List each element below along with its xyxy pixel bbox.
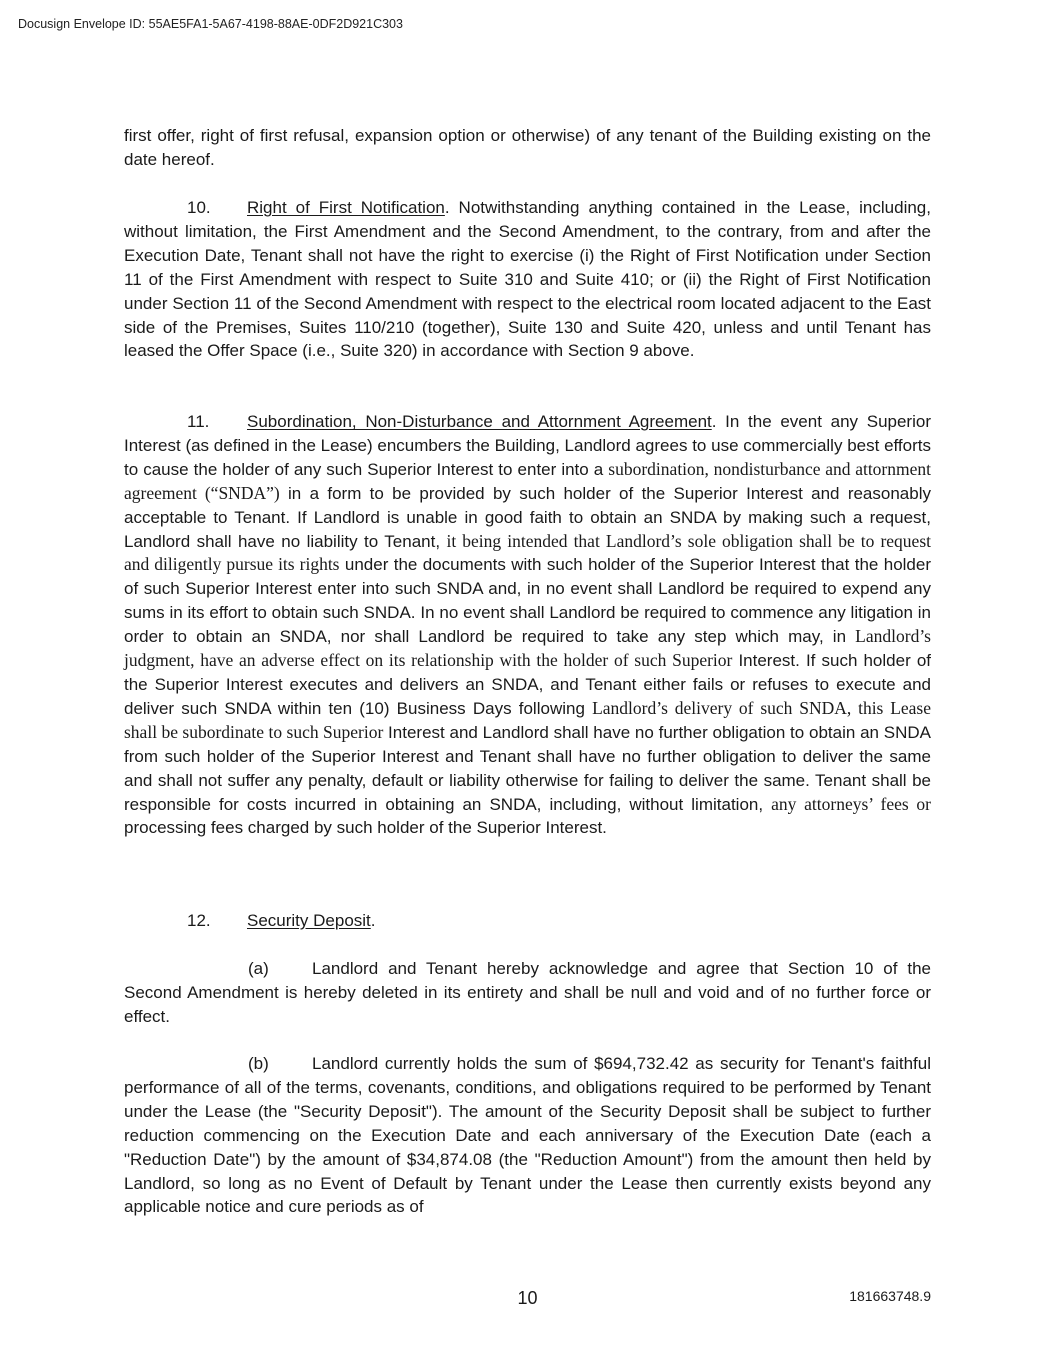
- section-11-body-5: under the documents with such holder of the Superior Interest that the holder of such Superior Interest enter into such SNDA and, in no event shall Landlord be required to expend any sums in its effort to obtain such SNDA. In no event shall Landlord be required to commence any litigation in order to obtain an SNDA, nor shall Landlord be required to take any step which may, in: [124, 555, 931, 647]
- intro-paragraph: [124, 124, 931, 172]
- section-12b-paragraph: [124, 1052, 931, 1219]
- section-12a: [124, 957, 931, 1029]
- docusign-envelope-id: Docusign Envelope ID: 55AE5FA1-5A67-4198-88AE-0DF2D921C303: [18, 17, 403, 31]
- section-12: [124, 909, 931, 933]
- section-12a-paragraph: [124, 957, 931, 1029]
- section-11-body-3: in a form to be provided by such holder of the Superior Interest and reasonably acceptable to Tenant. If Landlord is unable in good faith to obtain an SNDA by making such a request, Landlord shall have no liability to Tenant,: [124, 483, 931, 551]
- intro-text: first offer, right of first refusal, expansion option or otherwise) of any tenant of the Building existing on the date hereof.: [124, 126, 931, 169]
- section-12b-label: (b): [248, 1054, 269, 1073]
- document-number: 181663748.9: [849, 1288, 931, 1304]
- section-11-body-4: it being intended that Landlord’s sole obligation shall be to request and diligently pursue its rights: [124, 530, 932, 575]
- section-11-body-11: processing fees charged by such holder of the Superior Interest.: [124, 818, 607, 838]
- section-11-body-1: . In the event any Superior Interest (as defined in the Lease) encumbers the Building, Landlord agrees to use commercially best efforts to cause the holder of any such Superior Interest to enter into a: [124, 412, 931, 479]
- section-10-heading: Right of First Notification: [247, 198, 445, 217]
- section-11-body-8: Landlord’s delivery of such SNDA, this Lease shall be subordinate to such Superior: [124, 697, 932, 742]
- section-11-body-6: Landlord’s judgment, have an adverse effect on its relationship with the holder of such Superior: [124, 626, 931, 671]
- section-12b: [124, 1052, 931, 1219]
- section-12-heading-line: [124, 909, 931, 933]
- section-11-body-7: Interest. If such holder of the Superior Interest executes and delivers an SNDA, and Tenant either fails or refuses to execute and deliver such SNDA within ten (10) Business Days following: [124, 651, 932, 718]
- section-11: [124, 410, 931, 840]
- section-10-number: 10.: [187, 198, 211, 217]
- page-number: 10: [517, 1288, 538, 1308]
- section-10-body: . Notwithstanding anything contained in the Lease, including, without limitation, the First Amendment and the Second Amendment, to the contrary, from and after the Execution Date, Tenant shall not have the right to exercise (i) the Right of First Notification under Section 11 of the First Amendment with respect to Suite 310 and Suite 410; or (ii) the Right of First Notification under Section 11 of the Second Amendment with respect to the electrical room located adjacent to the East side of the Premises, Suites 110/210 (together), Suite 130 and Suite 420, unless and until Tenant has leased the Offer Space (i.e., Suite 320) in accordance with Section 9 above.: [124, 198, 931, 361]
- section-12-number: 12.: [187, 911, 211, 930]
- section-11-body-10: any attorneys’ fees or: [771, 793, 931, 814]
- section-11-paragraph: [124, 410, 931, 840]
- section-11-body-9: Interest and Landlord shall have no further obligation to obtain an SNDA from such holder of the Superior Interest and Tenant shall have no further obligation to deliver the same and shall not suffer any penalty, default or liability otherwise for failing to deliver the same. Tenant shall be responsible for costs incurred in obtaining an SNDA, including, without limitation,: [124, 722, 931, 814]
- section-12a-label: (a): [248, 959, 269, 978]
- section-11-number: 11.: [187, 412, 210, 431]
- section-10-paragraph: [124, 196, 931, 363]
- section-10: [124, 196, 931, 363]
- section-12-heading: Security Deposit: [247, 911, 371, 930]
- section-12a-text: Landlord and Tenant hereby acknowledge and agree that Section 10 of the Second Amendment is hereby deleted in its entirety and shall be null and void and of no further force or effect.: [124, 959, 931, 1026]
- section-11-heading: Subordination, Non-Disturbance and Attornment Agreement: [247, 412, 712, 431]
- section-12-period: .: [370, 911, 376, 930]
- section-12b-text: Landlord currently holds the sum of $694,732.42 as security for Tenant's faithful performance of all of the terms, covenants, conditions, and obligations required to be performed by Tenant under the Lease (the "Security Deposit"). The amount of the Security Deposit shall be subject to further reduction commencing on the Execution Date and each anniversary of the Execution Date (each a "Reduction Date") by the amount of $34,874.08 (the "Reduction Amount") from the amount then held by Landlord, so long as no Event of Default by Tenant under the Lease then currently exists beyond any applicable notice and cure periods as of: [124, 1054, 931, 1217]
- section-11-body-2: subordination, nondisturbance and attornment agreement (“SNDA”): [124, 458, 932, 503]
